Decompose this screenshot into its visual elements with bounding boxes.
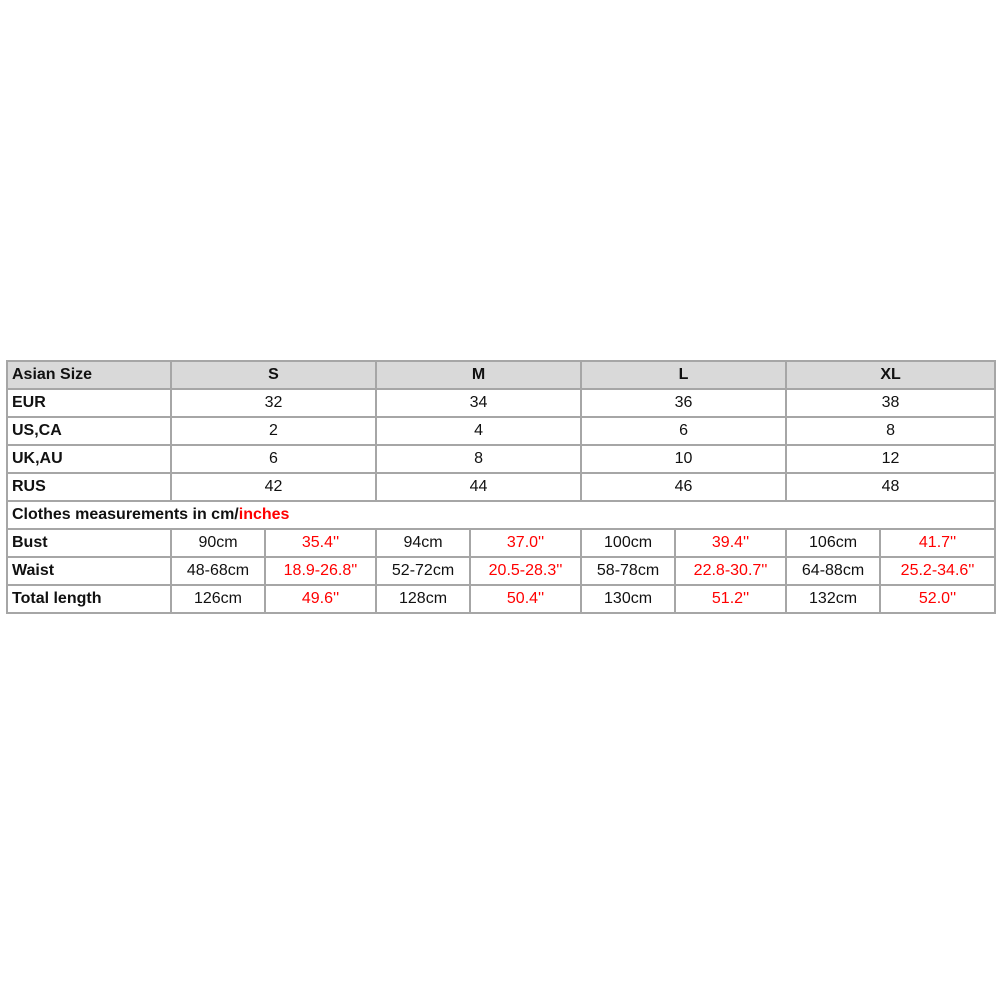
cm-cell: 130cm <box>581 585 675 613</box>
conversion-row-uk-au <box>7 445 995 473</box>
section-title-text: Clothes measurements in cm/ <box>12 506 239 523</box>
measurement-row-waist <box>7 557 995 585</box>
inch-cell: 51.2'' <box>675 585 786 613</box>
table-cell: 42 <box>171 473 376 501</box>
measurements-section-row <box>7 501 995 529</box>
table-cell: 34 <box>376 389 581 417</box>
conversion-row-eur <box>7 389 995 417</box>
table-cell: 38 <box>786 389 995 417</box>
size-chart-table <box>6 360 996 614</box>
inch-cell: 49.6'' <box>265 585 376 613</box>
measurement-row-total-length <box>7 585 995 613</box>
inch-cell: 18.9-26.8'' <box>265 557 376 585</box>
row-label: UK,AU <box>7 445 171 473</box>
row-label: US,CA <box>7 417 171 445</box>
table-cell: 6 <box>581 417 786 445</box>
inch-cell: 22.8-30.7'' <box>675 557 786 585</box>
cm-cell: 126cm <box>171 585 265 613</box>
size-xl-header: XL <box>786 361 995 389</box>
size-s-header: S <box>171 361 376 389</box>
row-label: Waist <box>7 557 171 585</box>
conversion-row-us-ca <box>7 417 995 445</box>
inch-cell: 35.4'' <box>265 529 376 557</box>
table-cell: 8 <box>786 417 995 445</box>
cm-cell: 52-72cm <box>376 557 470 585</box>
row-label: Bust <box>7 529 171 557</box>
inch-cell: 39.4'' <box>675 529 786 557</box>
measurement-row-bust <box>7 529 995 557</box>
cm-cell: 106cm <box>786 529 880 557</box>
table-cell: 10 <box>581 445 786 473</box>
inch-cell: 20.5-28.3'' <box>470 557 581 585</box>
cm-cell: 132cm <box>786 585 880 613</box>
size-m-header: M <box>376 361 581 389</box>
row-label: RUS <box>7 473 171 501</box>
table-cell: 6 <box>171 445 376 473</box>
table-cell: 44 <box>376 473 581 501</box>
cm-cell: 94cm <box>376 529 470 557</box>
cm-cell: 90cm <box>171 529 265 557</box>
row-label: Total length <box>7 585 171 613</box>
table-cell: 2 <box>171 417 376 445</box>
section-title-highlight: inches <box>238 506 290 523</box>
measurements-section-title <box>7 501 995 529</box>
size-header-row <box>7 361 995 389</box>
cm-cell: 58-78cm <box>581 557 675 585</box>
table-cell: 48 <box>786 473 995 501</box>
row-label: EUR <box>7 389 171 417</box>
cm-cell: 64-88cm <box>786 557 880 585</box>
inch-cell: 37.0'' <box>470 529 581 557</box>
cm-cell: 100cm <box>581 529 675 557</box>
asian-size-label: Asian Size <box>7 361 171 389</box>
conversion-row-rus <box>7 473 995 501</box>
inch-cell: 41.7'' <box>880 529 995 557</box>
table-cell: 12 <box>786 445 995 473</box>
table-cell: 32 <box>171 389 376 417</box>
cm-cell: 48-68cm <box>171 557 265 585</box>
table-cell: 36 <box>581 389 786 417</box>
cm-cell: 128cm <box>376 585 470 613</box>
inch-cell: 25.2-34.6'' <box>880 557 995 585</box>
table-cell: 46 <box>581 473 786 501</box>
size-l-header: L <box>581 361 786 389</box>
inch-cell: 50.4'' <box>470 585 581 613</box>
table-cell: 8 <box>376 445 581 473</box>
table-cell: 4 <box>376 417 581 445</box>
inch-cell: 52.0'' <box>880 585 995 613</box>
